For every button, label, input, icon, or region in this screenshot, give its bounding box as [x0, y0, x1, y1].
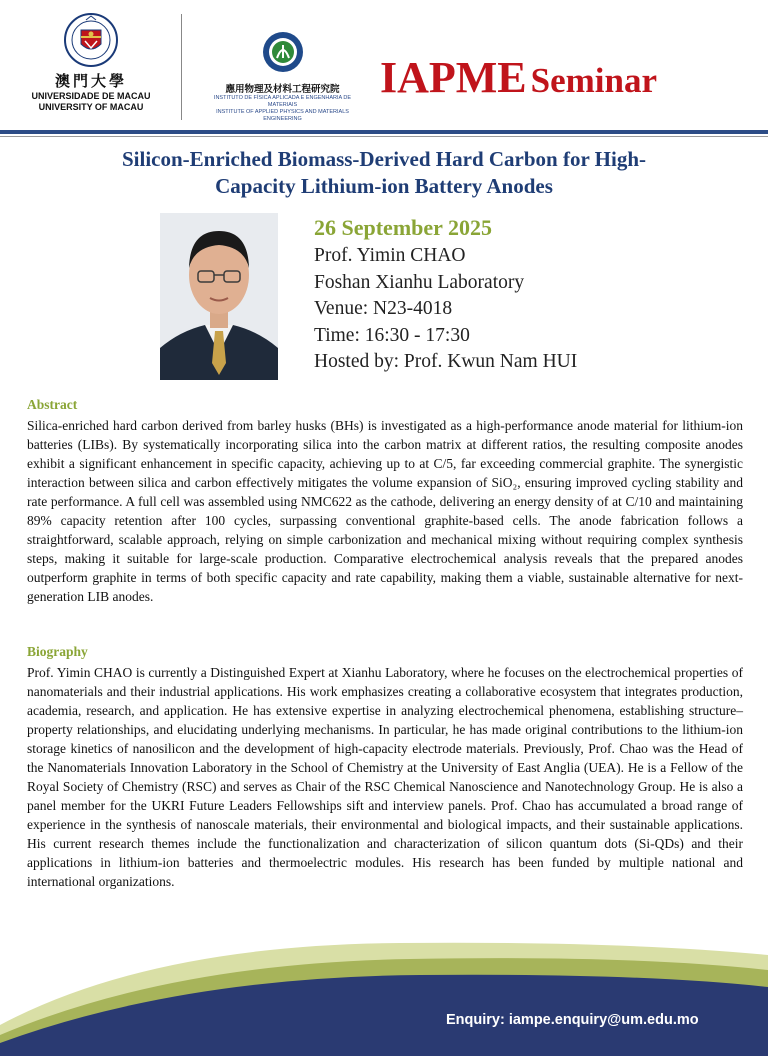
header-rule-gray	[0, 136, 768, 137]
iapme-logo	[205, 30, 360, 122]
header	[0, 0, 768, 135]
talk-time: Time: 16:30 - 17:30	[314, 324, 470, 346]
iapme-name-pt: INSTITUTO DE FÍSICA APLICADA E ENGENHARIA DE MATERIAIS	[213, 95, 352, 108]
header-rule-blue	[0, 130, 768, 134]
header-divider	[181, 14, 182, 120]
talk-title	[40, 146, 728, 200]
um-name-cn: 澳門大學	[54, 72, 127, 90]
speaker-portrait-icon	[160, 213, 278, 380]
enquiry-contact: Enquiry: iampe.enquiry@um.edu.mo	[446, 1012, 699, 1028]
talk-host: Hosted by: Prof. Kwun Nam HUI	[314, 351, 578, 372]
talk-title-line-1: Silicon-Enriched Biomass-Derived Hard Carbon for High-	[121, 147, 647, 171]
speaker-name: Prof. Yimin CHAO	[314, 245, 466, 266]
talk-date: 26 September 2025	[314, 215, 493, 240]
um-logo	[30, 12, 152, 122]
abstract-heading: Abstract	[27, 397, 78, 412]
talk-info	[314, 213, 744, 376]
seminar-title-seminar: Seminar	[530, 61, 658, 100]
seminar-title	[380, 52, 657, 103]
footer-banner	[0, 915, 768, 1056]
um-name-pt: UNIVERSIDADE DE MACAU	[31, 91, 151, 101]
talk-venue: Venue: N23-4018	[314, 298, 453, 319]
iapme-emblem-icon	[261, 30, 305, 74]
abstract-text: Silica-enriched hard carbon derived from barley husks (BHs) is investigated as a high-performance anode material for lithium-ion batteries (LIBs). By systematically incorporating silica into the carbon matrix at different ratios, the resulting composite anodes exhibit a significant enhancement in specific capacity, achieving up to at C/5, far exceeding commercial graphite. The synergistic interaction between silica and carbon effectively mitigates the volume expansion of SiO₂, ensuring improved cycling stability and rate performance. A full cell was assembled using NMC622 as the cathode, delivering an energy density of at C/10 and maintaining 89% capacity retention after 100 cycles, surpassing conventional graphite-based cells. The anode fabrication follows a straightforward, scalable approach, relying on simple carbonization and mechanical mixing without requiring complex synthesis steps, making it suitable for large-scale production. Comparative electrochemical analysis reveals that the prepared anodes outperform graphite in terms of both specific capacity and rate capability, making them a viable, sustainable alternative for next-generation LIB anodes.	[27, 418, 743, 604]
um-name-en: UNIVERSITY OF MACAU	[38, 102, 144, 112]
footer-wave-graphic	[0, 915, 768, 1056]
biography-heading: Biography	[27, 644, 88, 659]
seminar-title-iapme: IAPME	[380, 53, 527, 102]
biography-text: Prof. Yimin CHAO is currently a Distinguished Expert at Xianhu Laboratory, where he focuses on the electrochemical properties of nanomaterials and their industrial applications. His work emphasizes creating a collaborative ecosystem that integrates production, academia, research, and application. He has extensive expertise in analyzing electrochemical phenomena, establishing structure–property relationships, and elucidating underlying mechanisms. In particular, he has made original contributions to the lithium-ion storage kinetics of nanosilicon and the development of high-capacity electrode materials. Previously, Prof. Chao was the Head of the Nanomaterials Innovation Laboratory in the School of Chemistry at the University of East Anglia (UEA). He is a Fellow of the Royal Society of Chemistry (RSC) and serves as Chair of the RSC Chemical Nanoscience and Nanotechnology Group. He is also a panel member for the UKRI Future Leaders Fellowships sift and interview panels. Prof. Chao has accumulated a broad range of experience in the synthesis of nanoscale materials, their environmental and biological impacts, and their sustainable applications. His current research themes include the functionalization and characterization of silicon quantum dots (Si-QDs) and their applications in lithium-ion batteries and thermoelectric modules. His research has been funded by multiple national and international organizations.	[27, 665, 743, 889]
speaker-photo	[160, 213, 278, 380]
um-crest-icon	[63, 12, 119, 68]
iapme-name-cn: 應用物理及材料工程研究院	[225, 84, 340, 95]
speaker-affiliation: Foshan Xianhu Laboratory	[314, 271, 525, 293]
iapme-name-en: INSTITUTE OF APPLIED PHYSICS AND MATERIALS ENGINEERING	[216, 109, 349, 122]
talk-title-line-2: Capacity Lithium-ion Battery Anodes	[215, 174, 553, 198]
